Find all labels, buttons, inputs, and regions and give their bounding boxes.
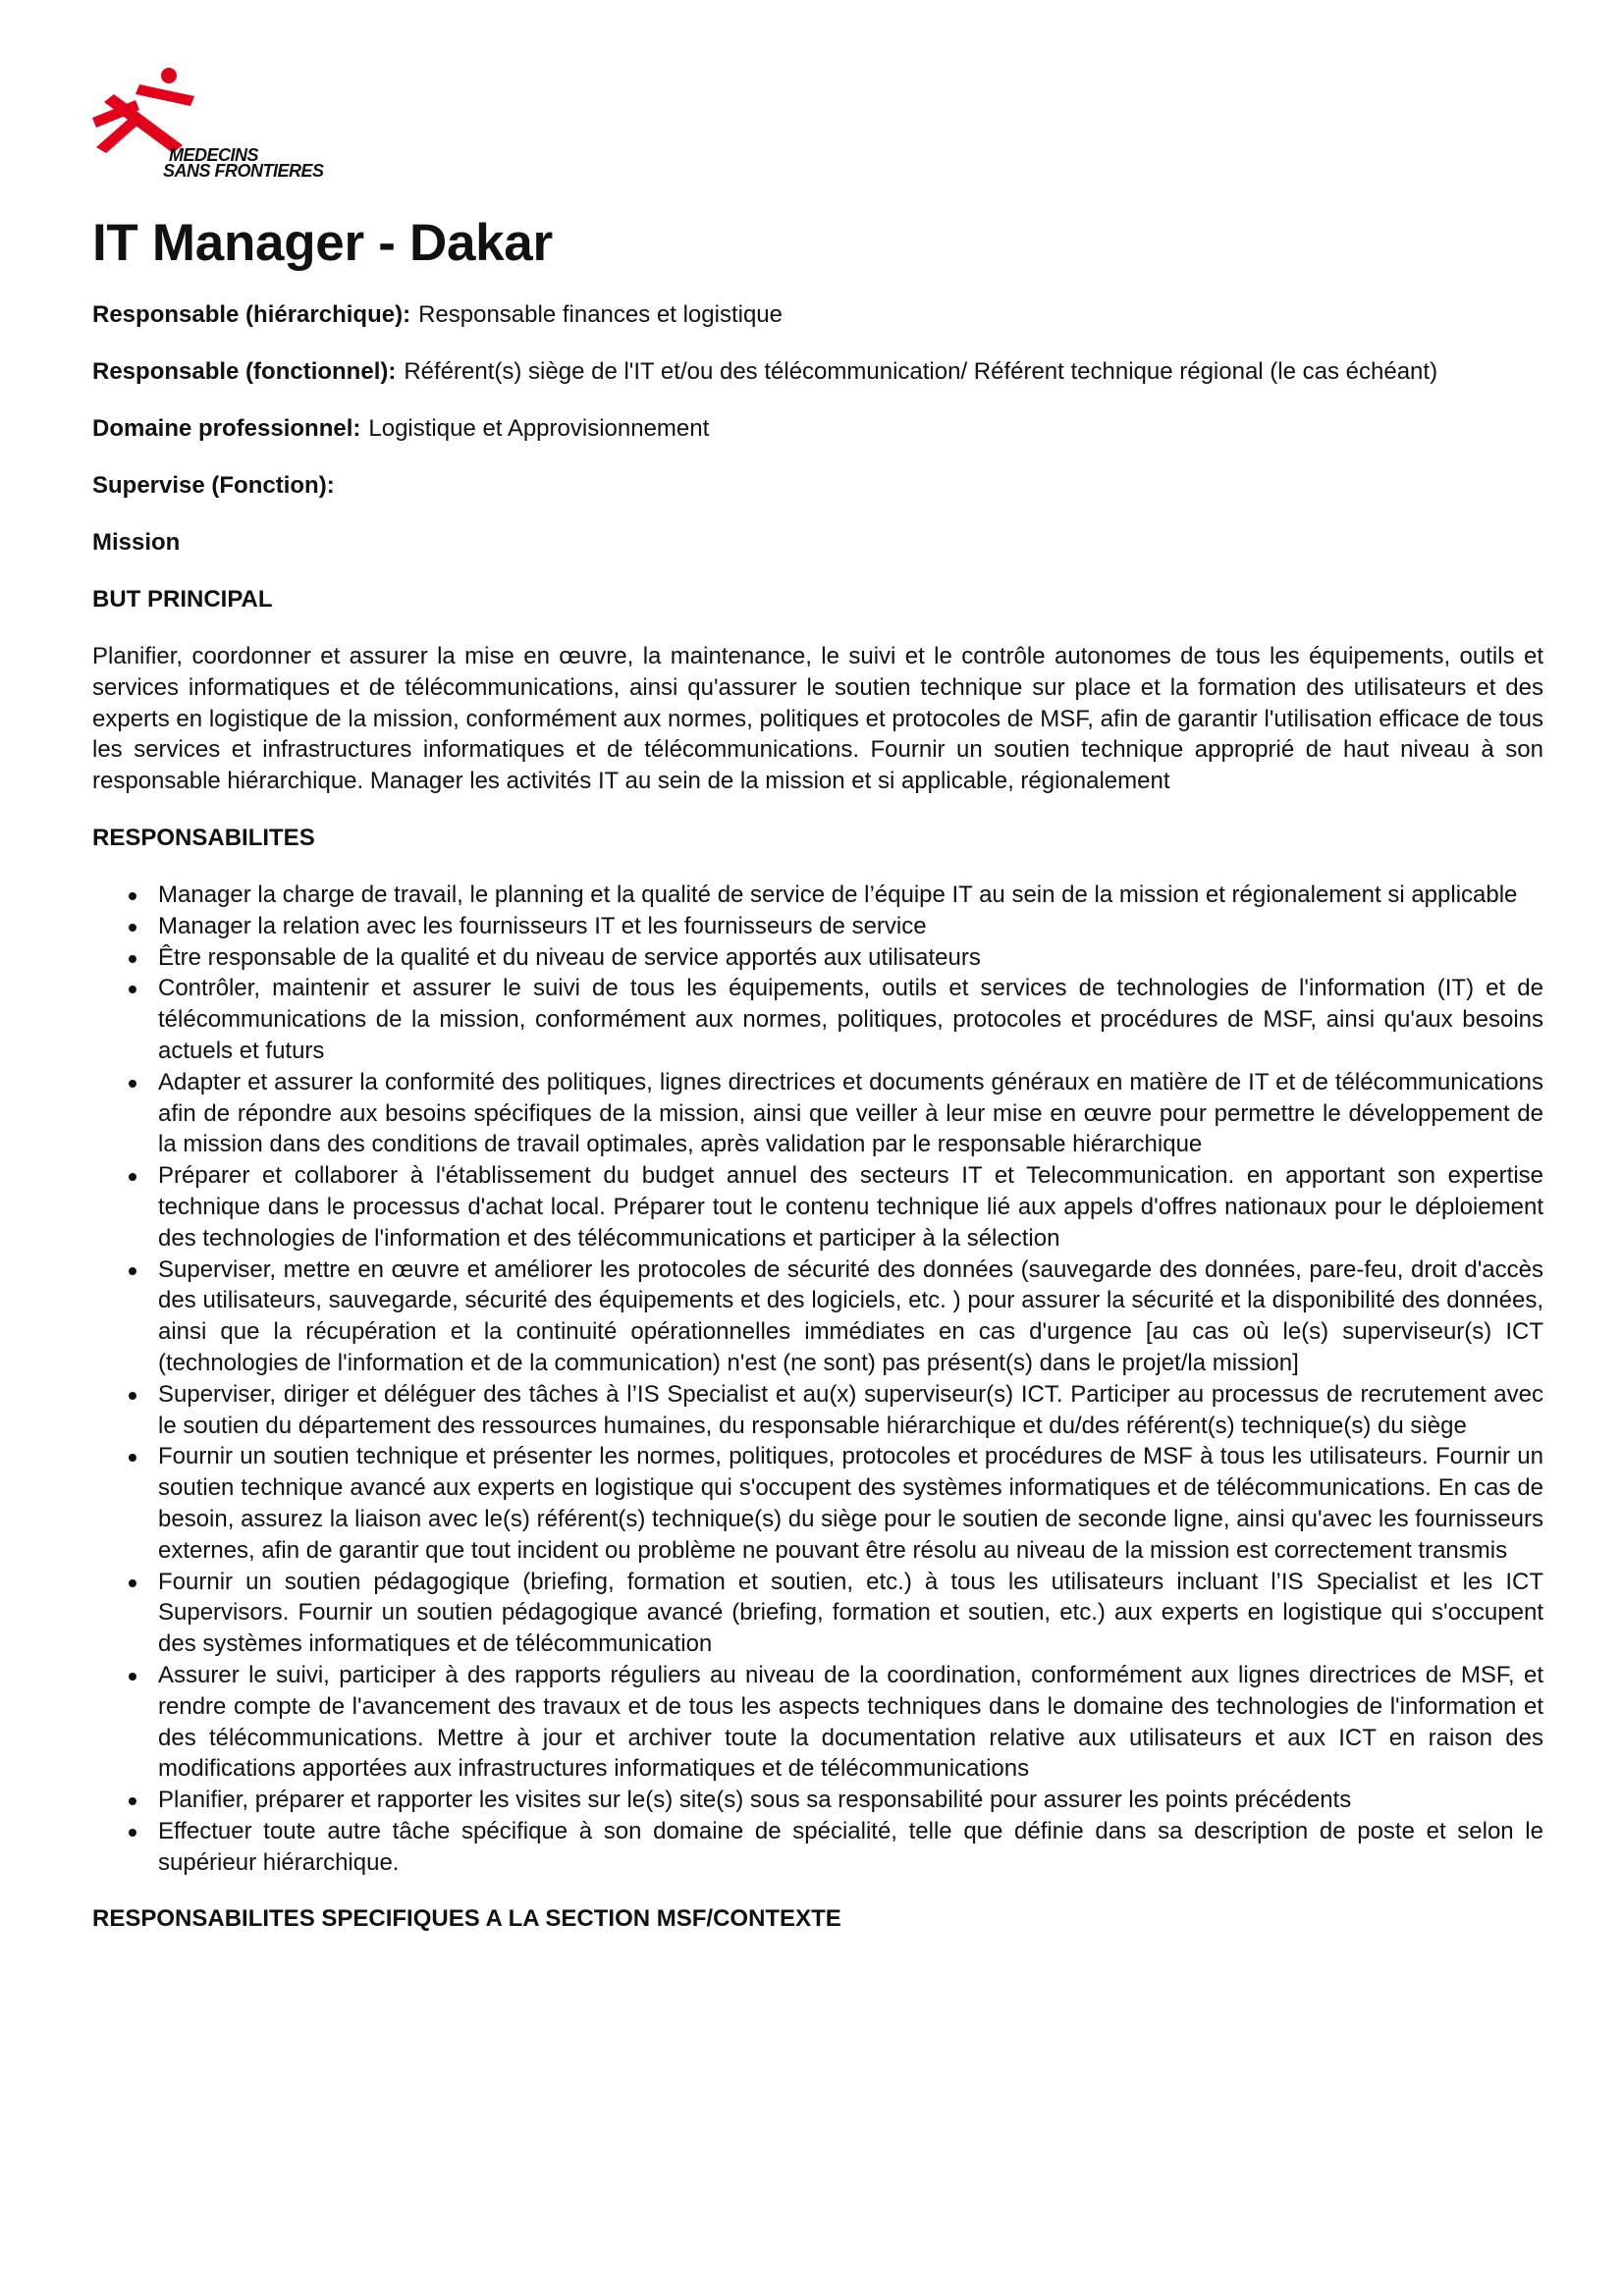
list-item xyxy=(158,1785,1543,1816)
bullet-icon xyxy=(129,1392,136,1400)
list-item xyxy=(158,1255,1543,1379)
bullet-icon xyxy=(129,986,136,993)
field-supervise xyxy=(92,470,1543,502)
list-item-text: Superviser, mettre en œuvre et améliorer les protocoles de sécurité des données (sauvegarde des données, pare-feu, droit d'accès des utilisateurs, sauvegarde, sécurité des équipements et des logiciels, etc. ) pour assurer la sécurité et la disponibilité des données, ainsi que la récupération et la continuité opérationnelles immédiates en cas d'urgence [au cas où le(s) superviseur(s) ICT (technologies de l'information et de la communication) n'est (ne sont) pas présent(s) dans le projet/la mission] xyxy=(158,1255,1543,1376)
list-item-text: Manager la charge de travail, le planning et la qualité de service de l’équipe IT au sein de la mission et régionalement si applicable xyxy=(158,881,1518,908)
responsabilites-list xyxy=(92,880,1543,1879)
but-principal-heading: BUT PRINCIPAL xyxy=(92,586,273,613)
msf-running-man-icon xyxy=(92,67,200,155)
logo-text-line1: MEDECINS xyxy=(169,145,259,165)
field-value: Référent(s) siège de l'IT et/ou des télécommunication/ Référent technique régional (le cas échéant) xyxy=(404,358,1438,385)
list-item-text: Manager la relation avec les fournisseurs IT et les fournisseurs de service xyxy=(158,912,927,939)
list-item xyxy=(158,942,1543,974)
list-item-text: Planifier, préparer et rapporter les visites sur le(s) site(s) sous sa responsabilité pour assurer les points précédents xyxy=(158,1787,1352,1814)
page-title: IT Manager - Dakar xyxy=(92,214,553,272)
field-label: Supervise (Fonction): xyxy=(92,472,335,499)
list-item-text: Fournir un soutien pédagogique (briefing, formation et soutien, etc.) à tous les utilisateurs incluant l’IS Specialist et les ICT Supervisors. Fournir un soutien pédagogique avancé (briefing, formation et soutien, etc.) aux experts en logistique qui s'occupent des systèmes informatiques et de télécommunication xyxy=(158,1568,1543,1658)
list-item-text: Superviser, diriger et déléguer des tâches à l’IS Specialist et au(x) superviseur(s) ICT. Participer au processus de recrutement avec le soutien du département des ressources humaines, du responsable hiérarchique et du/des référent(s) technique(s) du siège xyxy=(158,1380,1543,1439)
bullet-icon xyxy=(129,924,136,932)
bullet-icon xyxy=(129,892,136,900)
list-item xyxy=(158,1067,1543,1160)
list-item xyxy=(158,1567,1543,1660)
list-item-text: Préparer et collaborer à l'établissement du budget annuel des secteurs IT et Telecommunication. en apportant son expertise technique dans le processus d'achat local. Préparer tout le contenu technique lié aux appels d'offres nationaux pour le déploiement des technologies de l'information et des télécommunications et participer à la sélection xyxy=(158,1162,1543,1252)
bullet-icon xyxy=(129,1829,136,1837)
list-item xyxy=(158,1160,1543,1254)
bullet-icon xyxy=(129,1173,136,1181)
list-item xyxy=(158,1816,1543,1879)
logo-text-line2: SANS FRONTIERES xyxy=(163,161,324,181)
list-item-text: Adapter et assurer la conformité des politiques, lignes directrices et documents généraux en matière de IT et de télécommunications afin de répondre aux besoins spécifiques de la mission, ainsi que veiller à leur mise en œuvre pour permettre le développement de la mission dans des conditions de travail optimales, après validation par le responsable hiérarchique xyxy=(158,1068,1543,1158)
bullet-icon xyxy=(129,1080,136,1088)
but-principal-text: Planifier, coordonner et assurer la mise en œuvre, la maintenance, le suivi et le contrôle autonomes de tous les équipements, outils et services informatiques et de télécommunications, ainsi qu'assurer le soutien technique sur place et la formation des utilisateurs et des experts en logistique de la mission, conformément aux normes, politiques et protocoles de MSF, afin de garantir l'utilisation efficace de tous les services et infrastructures informatiques et de télécommunications. Fournir un soutien technique approprié de haut niveau à son responsable hiérarchique. Manager les activités IT au sein de la mission et si applicable, régionalement xyxy=(92,643,1543,795)
bullet-icon xyxy=(129,1797,136,1805)
field-value: Logistique et Approvisionnement xyxy=(368,415,710,442)
bullet-icon xyxy=(129,1454,136,1462)
bullet-icon xyxy=(129,1579,136,1587)
field-domaine-professionnel xyxy=(92,413,1543,445)
field-label: Responsable (fonctionnel): xyxy=(92,358,397,385)
bullet-icon xyxy=(129,955,136,963)
list-item xyxy=(158,1660,1543,1785)
specific-responsabilites-heading: RESPONSABILITES SPECIFIQUES A LA SECTION MSF/CONTEXTE xyxy=(92,1905,841,1933)
field-label: Responsable (hiérarchique): xyxy=(92,301,411,328)
responsabilites-heading: RESPONSABILITES xyxy=(92,824,315,851)
list-item-text: Effectuer toute autre tâche spécifique à son domaine de spécialité, telle que définie dans sa description de poste et selon le supérieur hiérarchique. xyxy=(158,1817,1543,1876)
field-responsable-fonctionnel xyxy=(92,356,1543,388)
msf-logo xyxy=(92,67,357,189)
list-item-text: Contrôler, maintenir et assurer le suivi de tous les équipements, outils et services de technologies de l'information (IT) et de télécommunications de la mission, conformément aux normes, politiques, protocoles et procédures de MSF, ainsi qu'aux besoins actuels et futurs xyxy=(158,975,1543,1064)
field-label: Domaine professionnel: xyxy=(92,415,361,442)
list-item-text: Fournir un soutien technique et présenter les normes, politiques, protocoles et procédures de MSF à tous les utilisateurs. Fournir un soutien technique avancé aux experts en logistique qui s'occupent des systèmes informatiques et de télécommunications. En cas de besoin, assurez la liaison avec le(s) référent(s) technique(s) du siège pour le soutien de seconde ligne, ainsi qu'avec les fournisseurs externes, afin de garantir que tout incident ou problème ne pouvant être résolu au niveau de la mission est correctement transmis xyxy=(158,1443,1543,1564)
list-item xyxy=(158,911,1543,942)
bullet-icon xyxy=(129,1673,136,1681)
list-item xyxy=(158,1441,1543,1566)
list-item-text: Être responsable de la qualité et du niveau de service apportés aux utilisateurs xyxy=(158,943,981,971)
list-item xyxy=(158,1379,1543,1442)
list-item-text: Assurer le suivi, participer à des rapports réguliers au niveau de la coordination, conformément aux lignes directrices de MSF, et rendre compte de l'avancement des travaux et de tous les aspects techniques dans le domaine des technologies de l'information et des télécommunications. Mettre à jour et archiver toute la documentation relative aux utilisateurs et aux ICT en raison des modifications apportées aux infrastructures informatiques et de télécommunications xyxy=(158,1661,1543,1783)
field-value: Responsable finances et logistique xyxy=(418,301,783,328)
list-item xyxy=(158,973,1543,1066)
bullet-icon xyxy=(129,1267,136,1275)
list-item xyxy=(158,880,1543,911)
field-responsable-hierarchique xyxy=(92,299,1543,331)
mission-heading: Mission xyxy=(92,529,181,556)
job-description-page xyxy=(92,67,1543,1935)
